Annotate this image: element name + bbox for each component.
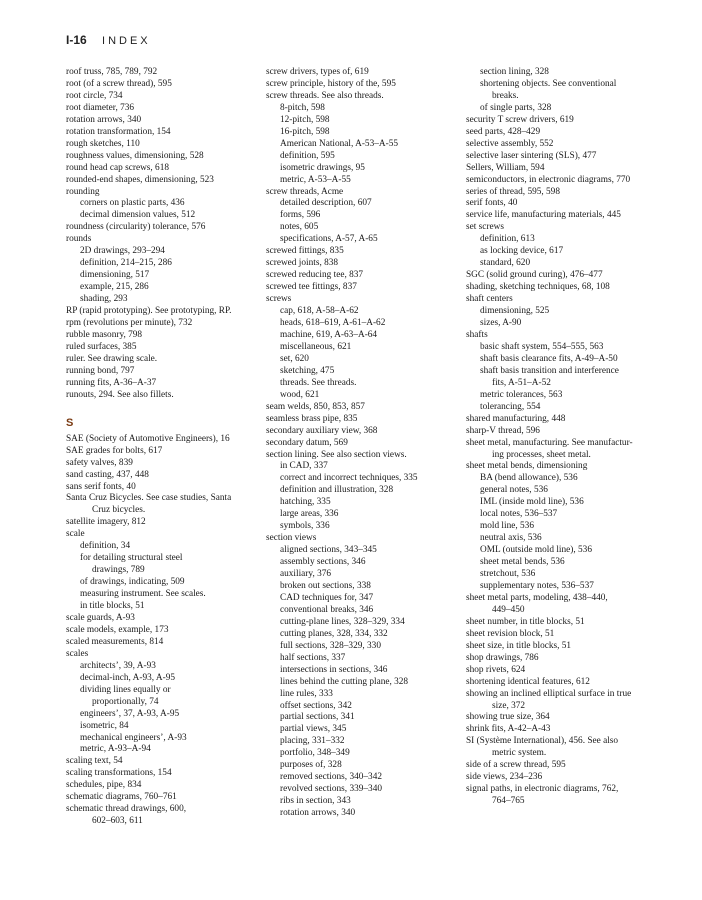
index-subentry: ing processes, sheet metal. — [492, 449, 591, 460]
index-subentry: full sections, 328–329, 330 — [280, 640, 381, 651]
index-subentry: definition and illustration, 328 — [280, 485, 394, 496]
index-subentry: lines behind the cutting plane, 328 — [280, 676, 409, 687]
index-subentry: local notes, 536–537 — [480, 509, 558, 520]
index-subentry: measuring instrument. See scales. — [80, 589, 206, 600]
index-entry: security T screw drivers, 619 — [466, 114, 574, 125]
index-entry: sans serif fonts, 40 — [66, 481, 136, 492]
index-entry: rounding — [66, 186, 100, 197]
index-subentry: architects’, 39, A-93 — [80, 660, 156, 671]
index-entry: selective assembly, 552 — [466, 138, 554, 149]
index-subentry: partial views, 345 — [280, 724, 347, 735]
index-entry: scaling transformations, 154 — [66, 768, 172, 779]
index-letter-heading: S — [66, 416, 74, 429]
index-subentry: hatching, 335 — [280, 497, 331, 508]
index-entry: SI (Système International), 456. See also — [466, 736, 619, 747]
index-subentry: breaks. — [492, 90, 519, 101]
index-subentry: 764–765 — [492, 796, 525, 807]
index-entry: secondary datum, 569 — [266, 437, 348, 448]
index-subentry: auxiliary, 376 — [280, 569, 332, 580]
index-entry: roughness values, dimensioning, 528 — [66, 150, 204, 161]
index-entry: scale models, example, 173 — [66, 624, 169, 635]
index-entry: shortening identical features, 612 — [466, 676, 590, 687]
index-subentry: drawings, 789 — [92, 565, 145, 576]
index-entry: shop drawings, 786 — [466, 652, 539, 663]
index-entry: rubble masonry, 798 — [66, 329, 143, 340]
index-entry: serif fonts, 40 — [466, 198, 518, 209]
index-entry: series of thread, 595, 598 — [466, 186, 560, 197]
index-subentry: placing, 331–332 — [280, 736, 345, 747]
index-entry: root circle, 734 — [66, 90, 123, 101]
index-entry: ruler. See drawing scale. — [66, 353, 158, 364]
page-header — [66, 33, 151, 47]
index-entry: running bond, 797 — [66, 365, 135, 376]
index-subentry: miscellaneous, 621 — [280, 341, 352, 352]
index-subentry: isometric, 84 — [80, 720, 129, 731]
index-subentry: dimensioning, 517 — [80, 270, 150, 281]
index-entry: satellite imagery, 812 — [66, 517, 146, 528]
index-subentry: shaft basis clearance fits, A-49–A-50 — [480, 353, 618, 364]
index-subentry: sizes, A-90 — [480, 318, 522, 329]
index-entry: rotation arrows, 340 — [66, 114, 142, 125]
index-subentry: offset sections, 342 — [280, 700, 352, 711]
index-subentry: dividing lines equally or — [80, 684, 171, 695]
index-subentry: 12-pitch, 598 — [280, 114, 330, 125]
index-entry: sheet revision block, 51 — [466, 628, 555, 639]
index-entry: service life, manufacturing materials, 445 — [466, 210, 621, 221]
index-subentry: symbols, 336 — [280, 521, 330, 532]
index-entry: SGC (solid ground curing), 476–477 — [466, 270, 603, 281]
index-entry: root (of a screw thread), 595 — [66, 78, 172, 89]
section-title: INDEX — [102, 35, 151, 47]
index-subentry: shaft basis transition and interference — [480, 365, 619, 376]
index-entry: screw principle, history of the, 595 — [266, 78, 396, 89]
index-subentry: broken out sections, 338 — [280, 580, 371, 591]
index-entry: roundness (circularity) tolerance, 576 — [66, 222, 206, 233]
index-column-1 — [66, 67, 256, 828]
index-entry: shading, sketching techniques, 68, 108 — [466, 282, 610, 293]
index-entry: semiconductors, in electronic diagrams, 770 — [466, 174, 631, 185]
index-entry: shafts — [466, 329, 488, 340]
index-subentry: engineers’, 37, A-93, A-95 — [80, 708, 180, 719]
index-entry: schedules, pipe, 834 — [66, 780, 142, 791]
index-subentry: correct and incorrect techniques, 335 — [280, 473, 418, 484]
index-subentry: IML (inside mold line), 536 — [480, 497, 584, 508]
index-subentry: cutting-plane lines, 328–329, 334 — [280, 616, 405, 627]
index-entry: rpm (revolutions per minute), 732 — [66, 318, 193, 329]
index-entry: shaft centers — [466, 294, 513, 305]
index-entry: shared manufacturing, 448 — [466, 413, 566, 424]
index-subentry: wood, 621 — [280, 389, 320, 400]
index-subentry: metric system. — [492, 748, 547, 759]
index-entry: showing true size, 364 — [466, 712, 550, 723]
index-subentry: assembly sections, 346 — [280, 557, 366, 568]
index-subentry: for detailing structural steel — [80, 553, 183, 564]
index-subentry: of drawings, indicating, 509 — [80, 577, 185, 588]
index-subentry: basic shaft system, 554–555, 563 — [480, 341, 604, 352]
index-subentry: dimensioning, 525 — [480, 306, 550, 317]
index-entry: SAE grades for bolts, 617 — [66, 445, 163, 456]
index-subentry: threads. See threads. — [280, 377, 357, 388]
index-subentry: shortening objects. See conventional — [480, 78, 617, 89]
index-subentry: 16-pitch, 598 — [280, 126, 330, 137]
index-subentry: notes, 605 — [280, 222, 319, 233]
index-subentry: supplementary notes, 536–537 — [480, 580, 594, 591]
index-entry: round head cap screws, 618 — [66, 162, 170, 173]
index-subentry: fits, A-51–A-52 — [492, 377, 551, 388]
index-entry: screwed tee fittings, 837 — [266, 282, 357, 293]
index-entry: schematic diagrams, 760–761 — [66, 792, 177, 803]
index-subentry: 602–603, 611 — [92, 816, 143, 827]
index-entry: scales — [66, 648, 89, 659]
index-subentry: sketching, 475 — [280, 365, 335, 376]
index-subentry: conventional breaks, 346 — [280, 604, 374, 615]
index-subentry: 2D drawings, 293–294 — [80, 246, 165, 257]
index-entry: root diameter, 736 — [66, 102, 135, 113]
index-entry: safety valves, 839 — [66, 457, 133, 468]
index-subentry: neutral axis, 536 — [480, 533, 542, 544]
index-entry: shop rivets, 624 — [466, 664, 526, 675]
index-entry: scale guards, A-93 — [66, 612, 135, 623]
index-entry: screw drivers, types of, 619 — [266, 67, 369, 77]
index-subentry: corners on plastic parts, 436 — [80, 198, 185, 209]
index-subentry: portfolio, 348–349 — [280, 748, 350, 759]
index-subentry: metric, A-93–A-94 — [80, 744, 151, 755]
index-entry: seamless brass pipe, 835 — [266, 413, 358, 424]
index-subentry: metric, A-53–A-55 — [280, 174, 351, 185]
index-column-2 — [266, 67, 462, 820]
index-entry: rotation transformation, 154 — [66, 126, 171, 137]
index-subentry: definition, 595 — [280, 150, 335, 161]
index-subentry: metric tolerances, 563 — [480, 389, 563, 400]
index-entry: screwed joints, 838 — [266, 258, 339, 269]
index-entry: roof truss, 785, 789, 792 — [66, 67, 158, 77]
index-subentry: as locking device, 617 — [480, 246, 564, 257]
index-subentry: isometric drawings, 95 — [280, 162, 365, 173]
index-entry: sheet metal parts, modeling, 438–440, — [466, 592, 608, 603]
index-subentry: section lining, 328 — [480, 67, 549, 77]
index-subentry: heads, 618–619, A-61–A-62 — [280, 318, 386, 329]
index-subentry: forms, 596 — [280, 210, 321, 221]
index-subentry: general notes, 536 — [480, 485, 548, 496]
index-subentry: tolerancing, 554 — [480, 401, 541, 412]
index-entry: sheet metal bends, dimensioning — [466, 461, 588, 472]
index-subentry: 449–450 — [492, 604, 525, 615]
index-subentry: definition, 214–215, 286 — [80, 258, 172, 269]
index-entry: Santa Cruz Bicycles. See case studies, Santa — [66, 493, 232, 504]
index-subentry: in CAD, 337 — [280, 461, 328, 472]
index-entry: running fits, A-36–A-37 — [66, 377, 157, 388]
index-subentry: stretchout, 536 — [480, 569, 536, 580]
index-entry: RP (rapid prototyping). See prototyping, RP. — [66, 306, 232, 317]
index-subentry: American National, A-53–A-55 — [280, 138, 398, 149]
index-entry: sheet metal, manufacturing. See manufactur- — [466, 437, 633, 448]
index-entry: sand casting, 437, 448 — [66, 469, 149, 480]
index-subentry: proportionally, 74 — [92, 696, 159, 707]
index-entry: sheet number, in title blocks, 51 — [466, 616, 585, 627]
index-subentry: ribs in section, 343 — [280, 796, 351, 807]
index-subentry: example, 215, 286 — [80, 282, 149, 293]
index-entry: side of a screw thread, 595 — [466, 760, 566, 771]
index-entry: screw threads, Acme — [266, 186, 344, 197]
index-entry: screwed fittings, 835 — [266, 246, 344, 257]
index-subentry: CAD techniques for, 347 — [280, 592, 374, 603]
index-subentry: size, 372 — [492, 700, 526, 711]
index-subentry: aligned sections, 343–345 — [280, 545, 377, 556]
index-subentry: large areas, 336 — [280, 509, 339, 520]
index-subentry: partial sections, 341 — [280, 712, 355, 723]
index-entry: rough sketches, 110 — [66, 138, 140, 149]
index-entry: section views — [266, 533, 317, 544]
index-subentry: cap, 618, A-58–A-62 — [280, 306, 359, 317]
index-entry: screwed reducing tee, 837 — [266, 270, 364, 281]
index-subentry: shading, 293 — [80, 294, 128, 305]
index-subentry: BA (bend allowance), 536 — [480, 473, 578, 484]
page-number: I-16 — [66, 33, 87, 47]
index-subentry: in title blocks, 51 — [80, 601, 145, 612]
index-subentry: intersections in sections, 346 — [280, 664, 388, 675]
index-subentry: mechanical engineers’, A-93 — [80, 732, 187, 743]
index-subentry: cutting planes, 328, 334, 332 — [280, 628, 388, 639]
index-entry: screws — [266, 294, 292, 305]
index-entry: showing an inclined elliptical surface in true — [466, 688, 632, 699]
index-entry: scaled measurements, 814 — [66, 636, 164, 647]
index-subentry: machine, 619, A-63–A-64 — [280, 329, 378, 340]
index-subentry: purposes of, 328 — [280, 760, 342, 771]
index-entry: scale — [66, 529, 85, 540]
index-subentry: OML (outside mold line), 536 — [480, 545, 592, 556]
index-entry: rounds — [66, 234, 92, 245]
index-entry: scaling text, 54 — [66, 756, 123, 767]
index-subentry: line rules, 333 — [280, 688, 333, 699]
index-entry: runouts, 294. See also fillets. — [66, 389, 174, 400]
index-subentry: rotation arrows, 340 — [280, 808, 356, 819]
index-subentry: definition, 613 — [480, 234, 535, 245]
index-subentry: mold line, 536 — [480, 521, 534, 532]
index-entry: signal paths, in electronic diagrams, 762, — [466, 784, 619, 795]
index-subentry: half sections, 337 — [280, 652, 346, 663]
index-subentry: standard, 620 — [480, 258, 531, 269]
index-entry: Sellers, William, 594 — [466, 162, 545, 173]
index-entry: sheet size, in title blocks, 51 — [466, 640, 572, 651]
index-entry: set screws — [466, 222, 504, 233]
index-subentry: set, 620 — [280, 353, 309, 364]
index-subentry: 8-pitch, 598 — [280, 102, 325, 113]
index-subentry: decimal dimension values, 512 — [80, 210, 196, 221]
index-entry: schematic thread drawings, 600, — [66, 804, 187, 815]
index-subentry: definition, 34 — [80, 541, 131, 552]
index-entry: seam welds, 850, 853, 857 — [266, 401, 365, 412]
index-entry: shrink fits, A-42–A-43 — [466, 724, 551, 735]
index-subentry: sheet metal bends, 536 — [480, 557, 565, 568]
index-entry: selective laser sintering (SLS), 477 — [466, 150, 597, 161]
index-entry: ruled surfaces, 385 — [66, 341, 137, 352]
index-entry: side views, 234–236 — [466, 772, 543, 783]
index-entry: secondary auxiliary view, 368 — [266, 425, 378, 436]
index-entry: rounded-end shapes, dimensioning, 523 — [66, 174, 214, 185]
index-subentry: of single parts, 328 — [480, 102, 552, 113]
index-subentry: decimal-inch, A-93, A-95 — [80, 672, 176, 683]
index-column-3 — [466, 67, 666, 808]
index-subentry: detailed description, 607 — [280, 198, 372, 209]
index-entry: seed parts, 428–429 — [466, 126, 541, 137]
index-subentry: Cruz bicycles. — [92, 505, 146, 516]
index-subentry: specifications, A-57, A-65 — [280, 234, 378, 245]
index-entry: screw threads. See also threads. — [266, 90, 384, 101]
index-entry: SAE (Society of Automotive Engineers), 16 — [66, 433, 230, 444]
index-entry: section lining. See also section views. — [266, 449, 407, 460]
index-entry: sharp-V thread, 596 — [466, 425, 540, 436]
index-subentry: revolved sections, 339–340 — [280, 784, 382, 795]
index-subentry: removed sections, 340–342 — [280, 772, 382, 783]
